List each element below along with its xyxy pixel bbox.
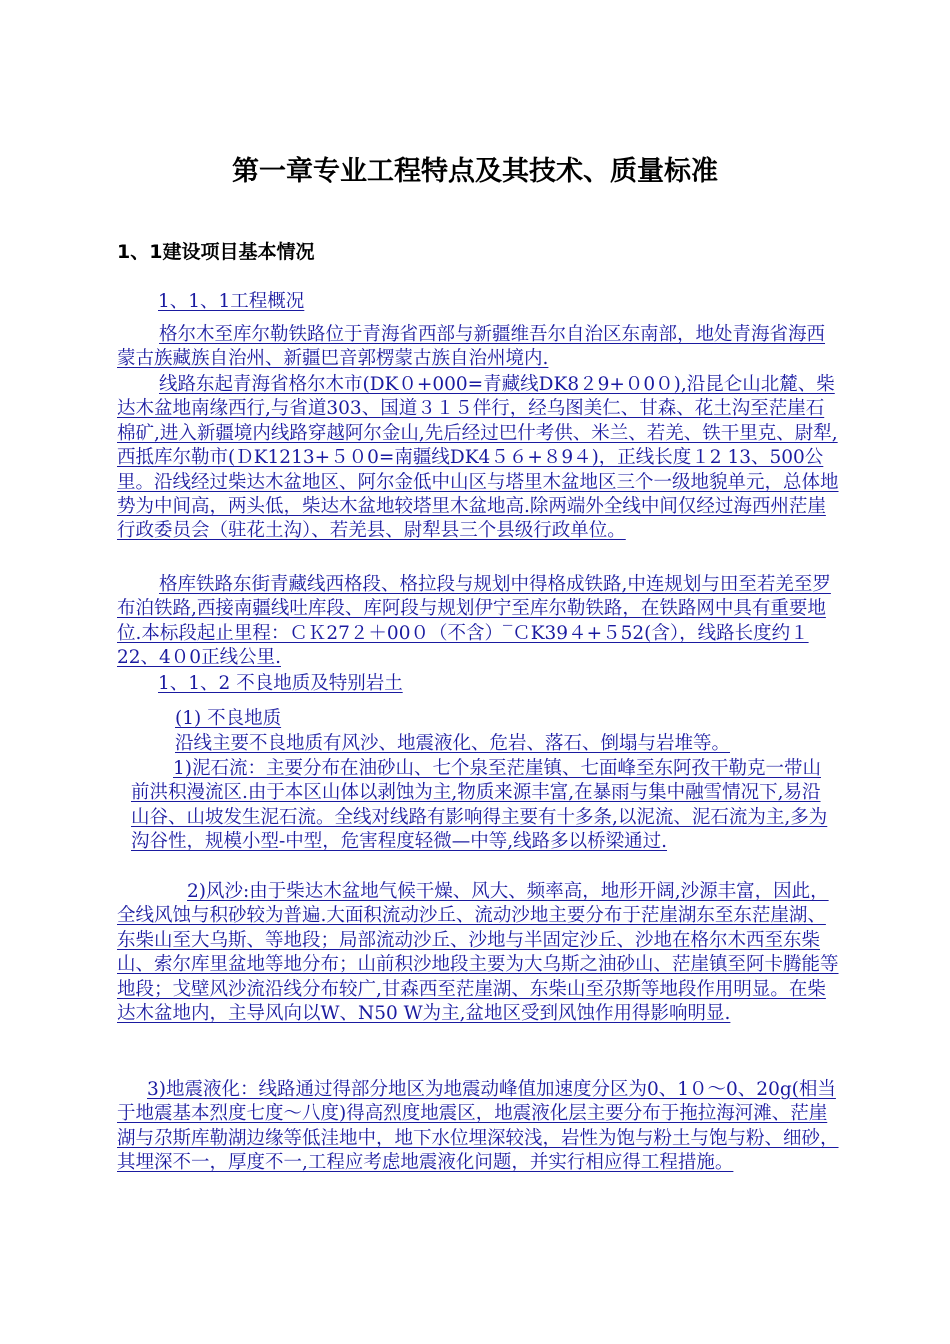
paragraph-overview-3: 格库铁路东街青藏线西格段、格拉段与规划中得格成铁路,中连规划与田至若羌至罗布泊铁路,西接南疆线吐库段、库阿段与规划伊宁至库尔勒铁路，在铁路网中具有重要地位.本标段起止里程：ＣＫ27２＋00０（不含）‾ＣK39４+５52(含），线路长度约１22、4０0正线公里. — [117, 574, 831, 669]
subsection-heading-1-1-1: 1、1、1工程概况 — [158, 291, 305, 312]
paragraph-wind-sand: 2)风沙:由于柴达木盆地气候干燥、风大、频率高，地形开阔,沙源丰富，因此，全线风蚀与积砂较为普遍.大面积流动沙丘、流动沙地主要分布于茫崖湖东至东茫崖湖、东柴山至大乌斯、等地段；局部流动沙丘、沙地与半固定沙丘、沙地在格尔木西至东柴山、索尔库里盆地等地分布；山前积沙地段主要为大乌斯之油砂山、茫崖镇至阿卡腾能等地段；戈壁风沙流沿线分布较广,甘森西至茫崖湖、东柴山至尕斯等地段作用明显。在柴达木盆地内，主导风向以W、N50 W为主,盆地区受到风蚀作用得影响明显. — [117, 881, 839, 1025]
paragraph-seismic-liquefaction: 3)地震液化：线路通过得部分地区为地震动峰值加速度分区为0、1０～0、20g(相当于地震基本烈度七度～八度)得高烈度地震区，地震液化层主要分布于拖拉海河滩、茫崖湖与尕斯库勒湖边缘等低洼地中，地下水位埋深较浅，岩性为饱与粉土与饱与粉、细砂，其埋深不一，厚度不一,工程应考虑地震液化问题，并实行相应得工程措施。 — [117, 1079, 839, 1174]
subheading-bad-geology: (1) 不良地质 — [175, 708, 282, 729]
paragraph-overview-2: 线路东起青海省格尔木市(DK０+000=青藏线DK8２9+０0０),沿昆仑山北麓、柴达木盆地南缘西行,与省道303、国道３１５伴行，经乌图美仁、甘森、花土沟至茫崖石棉矿,进入新疆境内线路穿越阿尔金山,先后经过巴什考供、米兰、若羌、铁干里克、尉犁,西抵库尔勒市(ＤK1213+５０0=南疆线DK4５６+８9４)，正线长度１2 13、500公里。沿线经过柴达木盆地区、阿尔金低中山区与塔里木盆地区三个一级地貌单元，总体地势为中间高，两头低，柴达木盆地较塔里木盆地高.除两端外全线中间仅经过海西州茫崖行政委员会（驻花土沟）、若羌县、尉犁县三个县级行政单位。 — [117, 374, 839, 542]
paragraph-debris-flow: 1)泥石流：主要分布在油砂山、七个泉至茫崖镇、七面峰至东阿孜干勒克一带山前洪积漫流区.由于本区山体以剥蚀为主,物质来源丰富,在暴雨与集中融雪情况下,易沿山谷、山坡发生泥石流。全线对线路有影响得主要有十多条,以泥流、泥石流为主,多为沟谷性，规模小型-中型，危害程度轻微—中等,线路多以桥梁通过. — [131, 758, 828, 853]
subsection-heading-1-1-2: 1、1、2 不良地质及特别岩土 — [158, 673, 403, 694]
chapter-title: 第一章专业工程特点及其技术、质量标准 — [232, 156, 718, 187]
section-heading: 1、1建设项目基本情况 — [117, 241, 315, 263]
paragraph-bad-geology-summary: 沿线主要不良地质有风沙、地震液化、危岩、落石、倒塌与岩堆等。 — [175, 733, 731, 754]
paragraph-overview-1: 格尔木至库尔勒铁路位于青海省西部与新疆维吾尔自治区东南部，地处青海省海西蒙古族藏族自治州、新疆巴音郭楞蒙古族自治州境内. — [117, 324, 826, 370]
